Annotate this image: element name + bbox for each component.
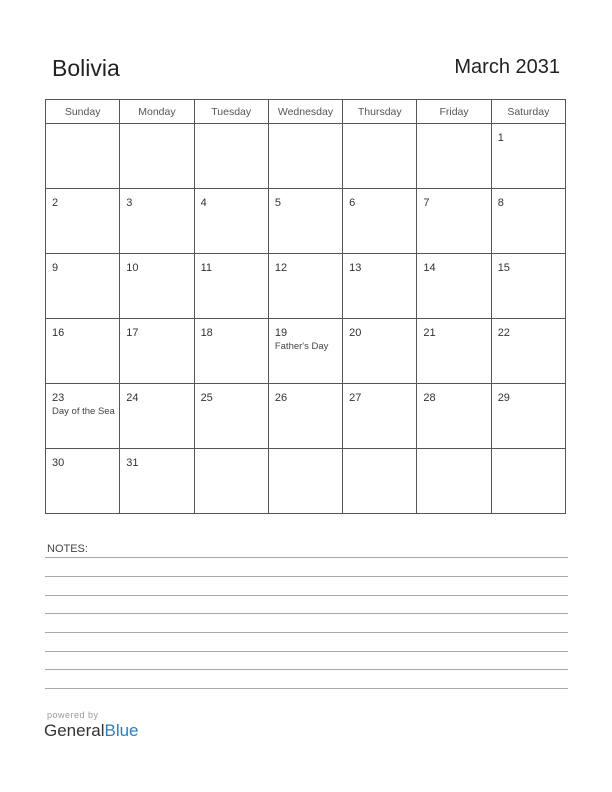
day-number [417, 124, 490, 132]
day-number [195, 124, 268, 132]
day-number: 18 [200, 327, 213, 339]
day-number: 14 [423, 262, 436, 274]
day-number [46, 124, 119, 132]
weekday-header: Friday [417, 100, 491, 124]
note-line [45, 595, 568, 596]
note-line [45, 688, 568, 689]
empty-day-cell [343, 124, 417, 189]
day-cell [417, 189, 491, 254]
day-number [343, 449, 416, 457]
day-number: 31 [126, 457, 139, 469]
holiday-label: Day of the Sea [52, 406, 115, 417]
week-row [46, 449, 566, 514]
weekday-header-row [46, 100, 566, 124]
calendar-grid [45, 99, 566, 514]
day-cell [343, 189, 417, 254]
empty-day-cell [120, 124, 194, 189]
weekday-header: Thursday [343, 100, 417, 124]
day-cell [46, 384, 120, 449]
day-number: 11 [200, 262, 212, 274]
empty-day-cell [194, 124, 268, 189]
day-cell [194, 189, 268, 254]
week-row [46, 384, 566, 449]
day-cell [491, 189, 565, 254]
week-row [46, 124, 566, 189]
empty-day-cell [417, 124, 491, 189]
day-number: 28 [423, 392, 436, 404]
week-row [46, 254, 566, 319]
day-number: 30 [52, 457, 65, 469]
day-number: 20 [349, 327, 362, 339]
empty-day-cell [194, 449, 268, 514]
powered-by-text: powered by [47, 710, 99, 720]
day-cell [343, 254, 417, 319]
day-number: 5 [274, 197, 281, 209]
day-number: 17 [126, 327, 139, 339]
day-number: 7 [423, 197, 430, 209]
note-line [45, 669, 568, 670]
day-number: 10 [126, 262, 139, 274]
day-number [492, 449, 565, 457]
day-number: 26 [274, 392, 288, 404]
day-number [120, 124, 193, 132]
notes-label: NOTES: [47, 543, 88, 555]
day-number [269, 124, 342, 132]
weekday-header: Tuesday [194, 100, 268, 124]
day-cell [417, 254, 491, 319]
day-cell [120, 189, 194, 254]
generalblue-logo[interactable] [44, 721, 139, 741]
note-line [45, 576, 568, 577]
month-year-title: March 2031 [454, 56, 560, 78]
day-cell [46, 189, 120, 254]
day-cell [343, 319, 417, 384]
note-line [45, 632, 568, 633]
day-number: 15 [497, 262, 510, 274]
day-number [343, 124, 416, 132]
day-cell [417, 319, 491, 384]
day-number: 13 [349, 262, 362, 274]
note-line [45, 613, 568, 614]
day-cell [120, 384, 194, 449]
day-number: 27 [349, 392, 362, 404]
day-number [195, 449, 268, 457]
day-cell [46, 319, 120, 384]
day-number: 4 [200, 197, 207, 209]
day-number: 29 [497, 392, 510, 404]
day-cell [194, 319, 268, 384]
day-cell [268, 189, 342, 254]
empty-day-cell [46, 124, 120, 189]
day-cell [491, 254, 565, 319]
day-number: 24 [126, 392, 139, 404]
logo-blue: Blue [104, 721, 139, 740]
country-title: Bolivia [52, 55, 120, 81]
weekday-header: Sunday [46, 100, 120, 124]
day-number: 23 [52, 392, 65, 404]
weekday-header: Monday [120, 100, 194, 124]
day-number: 19 [274, 327, 288, 339]
day-cell [120, 449, 194, 514]
day-number: 9 [52, 262, 59, 274]
note-line [45, 557, 568, 558]
day-cell [343, 384, 417, 449]
weekday-header: Wednesday [268, 100, 342, 124]
logo-general: General [44, 721, 105, 740]
day-number: 1 [497, 132, 504, 144]
day-cell [268, 254, 342, 319]
day-number [417, 449, 490, 457]
empty-day-cell [268, 449, 342, 514]
note-line [45, 651, 568, 652]
empty-day-cell [491, 449, 565, 514]
day-number: 21 [423, 327, 436, 339]
empty-day-cell [268, 124, 342, 189]
day-cell [268, 384, 342, 449]
empty-day-cell [417, 449, 491, 514]
day-number: 25 [200, 392, 213, 404]
day-cell [491, 124, 565, 189]
day-cell [120, 254, 194, 319]
day-cell [120, 319, 194, 384]
day-cell [417, 384, 491, 449]
day-number [269, 449, 342, 457]
day-cell [194, 254, 268, 319]
day-number: 2 [52, 197, 59, 209]
day-number: 12 [274, 262, 288, 274]
day-number: 8 [497, 197, 504, 209]
day-number: 6 [349, 197, 356, 209]
day-cell [194, 384, 268, 449]
holiday-label: Father's Day [274, 341, 329, 352]
week-row [46, 189, 566, 254]
weekday-header: Saturday [491, 100, 565, 124]
day-cell [491, 319, 565, 384]
day-cell [491, 384, 565, 449]
day-cell [46, 449, 120, 514]
day-cell [268, 319, 342, 384]
day-cell [46, 254, 120, 319]
week-row [46, 319, 566, 384]
empty-day-cell [343, 449, 417, 514]
day-number: 16 [52, 327, 65, 339]
day-number: 3 [126, 197, 133, 209]
day-number: 22 [497, 327, 510, 339]
